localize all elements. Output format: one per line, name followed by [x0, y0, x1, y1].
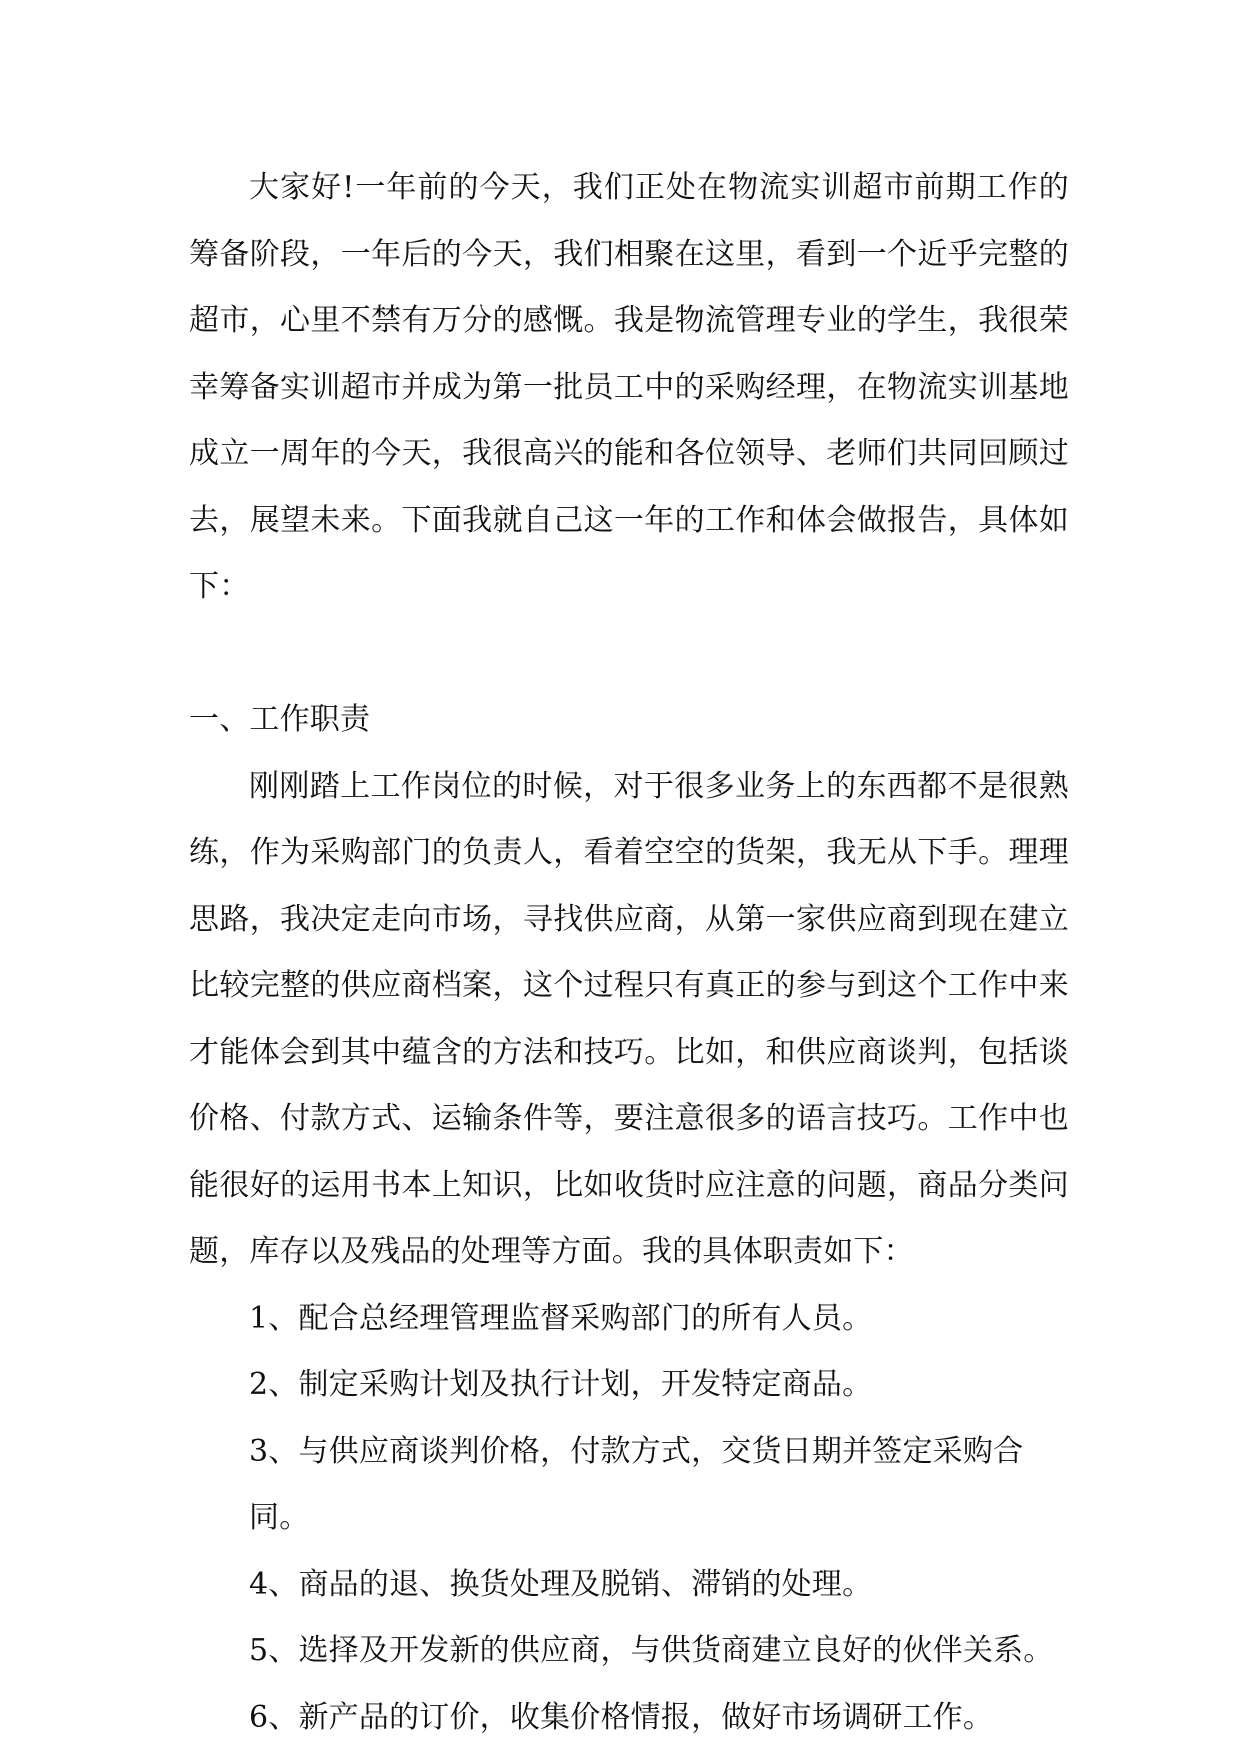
body-paragraph: 刚刚踏上工作岗位的时候，对于很多业务上的东西都不是很熟练，作为采购部门的负责人，看着空空的货架，我无从下手。理理思路，我决定走向市场，寻找供应商，从第一家供应商到现在建立比较完整的供应商档案，这个过程只有真正的参与到这个工作中来才能体会到其中蕴含的方法和技巧。比如，和供应商谈判，包括谈价格、付款方式、运输条件等，要注意很多的语言技巧。工作中也能很好的运用书本上知识，比如收货时应注意的问题，商品分类问题，库存以及残品的处理等方面。我的具体职责如下： — [189, 768, 1069, 1269]
section-heading: 一、工作职责 — [189, 702, 371, 737]
document-body — [189, 155, 1069, 1751]
duty-item-6: 6、新产品的订价，收集价格情报，做好市场调研工作。 — [249, 1699, 994, 1735]
duties-list — [189, 1286, 1069, 1752]
duty-item-3: 3、与供应商谈判价格，付款方式，交货日期并签定采购合同。 — [249, 1433, 1024, 1535]
duty-item-4: 4、商品的退、换货处理及脱销、滞销的处理。 — [249, 1566, 873, 1602]
duty-item-5: 5、选择及开发新的供应商，与供货商建立良好的伙伴关系。 — [249, 1633, 1054, 1668]
duty-item-1: 1、配合总经理管理监督采购部门的所有人员。 — [249, 1300, 873, 1336]
intro-paragraph: 大家好!一年前的今天，我们正处在物流实训超市前期工作的筹备阶段，一年后的今天，我们相聚在这里，看到一个近乎完整的超市，心里不禁有万分的感慨。我是物流管理专业的学生，我很荣幸筹备实训超市并成为第一批员工中的采购经理，在物流实训基地成立一周年的今天，我很高兴的能和各位领导、老师们共同回顾过去，展望未来。下面我就自己这一年的工作和体会做报告，具体如下： — [189, 170, 1069, 604]
duty-item-2: 2、制定采购计划及执行计划，开发特定商品。 — [249, 1367, 873, 1402]
